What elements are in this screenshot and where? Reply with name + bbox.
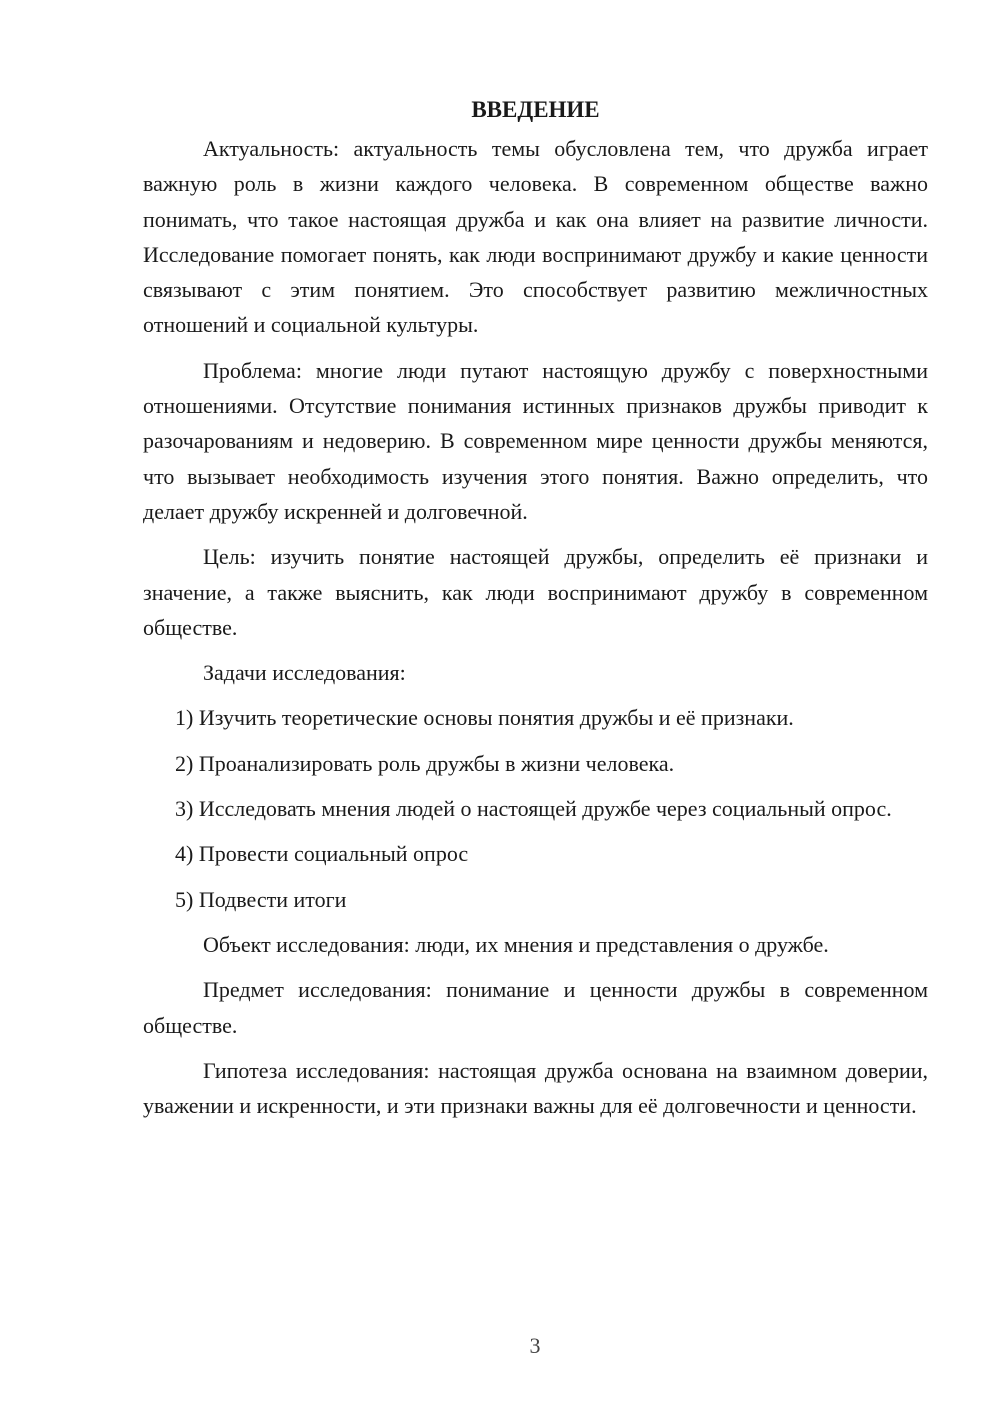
subject-paragraph: Предмет исследования: понимание и ценности дружбы в современном обществе. [143,977,928,1038]
task-item-1: 1) Изучить теоретические основы понятия дружбы и её признаки. [175,705,794,731]
task-item-2: 2) Проанализировать роль дружбы в жизни человека. [175,750,675,776]
hypothesis-paragraph: Гипотеза исследования: настоящая дружба основана на взаимном доверии, уважении и искренности, и эти признаки важны для её долговечности и ценности. [143,1057,928,1119]
relevance-paragraph: Актуальность: актуальность темы обусловлена тем, что дружба играет важную роль в жизни каждого человека. В современном обществе важно понимать, что такое настоящая дружба и как она влияет на развитие личности. Исследование помогает понять, как люди воспринимают дружбу и какие ценности связывают с этим понятием. Это способствует развитию межличностных отношений и социальной культуры. [143,136,928,338]
page-number: 3 [529,1333,541,1358]
task-item-3: 3) Исследовать мнения людей о настоящей дружбе через социальный опрос. [175,796,892,822]
task-item-5: 5) Подвести итоги [175,886,347,912]
document-page [143,92,928,1133]
tasks-heading: Задачи исследования: [203,660,406,686]
section-title: ВВЕДЕНИЕ [471,97,600,122]
problem-paragraph: Проблема: многие люди путают настоящую дружбу с поверхностными отношениями. Отсутствие понимания истинных признаков дружбы приводит к разочарованиям и недоверию. В современном мире ценности дружбы меняются, что вызывает необходимость изучения этого понятия. Важно определить, что делает дружбу искренней и долговечной. [143,357,928,524]
task-item-4: 4) Провести социальный опрос [175,841,469,867]
goal-paragraph: Цель: изучить понятие настоящей дружбы, определить её признаки и значение, а также выяснить, как люди воспринимают дружбу в современном обществе. [143,544,928,640]
object-paragraph: Объект исследования: люди, их мнения и представления о дружбе. [203,931,829,957]
